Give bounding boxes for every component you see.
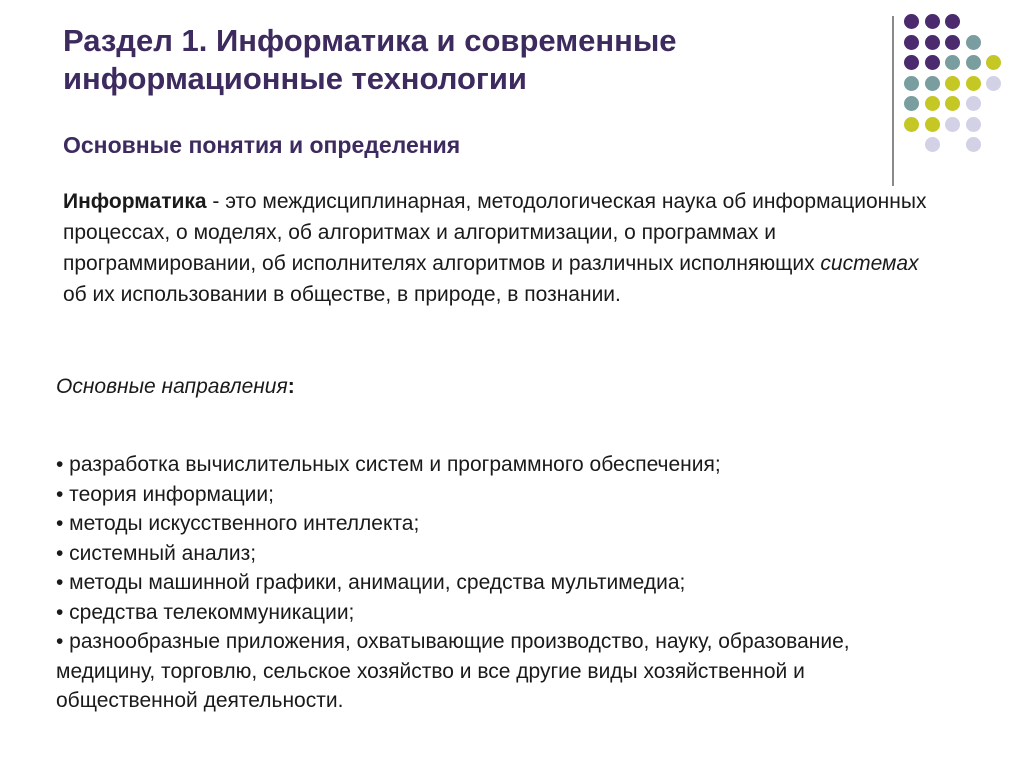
definition-emphasis: системах [820,252,919,275]
decorative-dot [904,96,919,111]
decorative-dot [945,14,960,29]
decorative-dot [945,55,960,70]
decorative-dot [945,35,960,50]
decorative-dot [966,137,981,152]
list-item: • методы машинной графики, анимации, средства мультимедиа; [56,571,686,594]
list-item: • разработка вычислительных систем и программного обеспечения; [56,453,721,476]
decorative-dot [986,55,1001,70]
list-item: • средства телекоммуникации; [56,600,355,624]
decorative-dot [925,55,940,70]
decorative-dot [904,55,919,70]
decorative-dot [925,117,940,132]
list-item: • системный анализ; [56,541,257,565]
decorative-dot [925,76,940,91]
slide-subtitle: Основные понятия и определения [63,132,461,158]
decorative-dot [925,14,940,29]
decorative-dot [966,117,981,132]
directions-heading-colon: : [287,375,295,398]
decorative-dot [945,117,960,132]
decorative-dot [986,76,1001,91]
decorative-dot [925,35,940,50]
decorative-dot [966,55,981,70]
decorative-dot [966,96,981,111]
decorative-dot [966,35,981,50]
decorative-dot [945,76,960,91]
directions-list [56,450,946,716]
divider-line [892,16,894,186]
definition-paragraph [63,186,943,310]
decorative-dot [966,76,981,91]
definition-text-part1: - это междисциплинарная, методологическая наука об информационных процессах, о моделях, об алгоритмах и алгоритмизации, о программах и программировании, об исполнителях алгоритмов и различных исполняющих [63,190,927,275]
decorative-dot [904,117,919,132]
decorative-dot [904,35,919,50]
list-item: • методы искусственного интеллекта; [56,512,420,535]
directions-heading [56,372,295,402]
decorative-dot [925,137,940,152]
definition-text-part2: об их использовании в обществе, в природе, в познании. [63,283,621,306]
slide-title: Раздел 1. Информатика и современные информационные технологии [63,23,677,96]
decorative-dot [945,96,960,111]
decorative-dot [904,76,919,91]
list-item: • разнообразные приложения, охватывающие производство, науку, образование, медицину, торговлю, сельское хозяйство и все другие виды хозяйственной и общественной деятельности. [56,630,850,712]
directions-heading-text: Основные направления [56,375,288,398]
decorative-dot [925,96,940,111]
definition-term: Информатика [63,190,207,213]
decorative-dot [904,14,919,29]
list-item: • теория информации; [56,482,274,506]
